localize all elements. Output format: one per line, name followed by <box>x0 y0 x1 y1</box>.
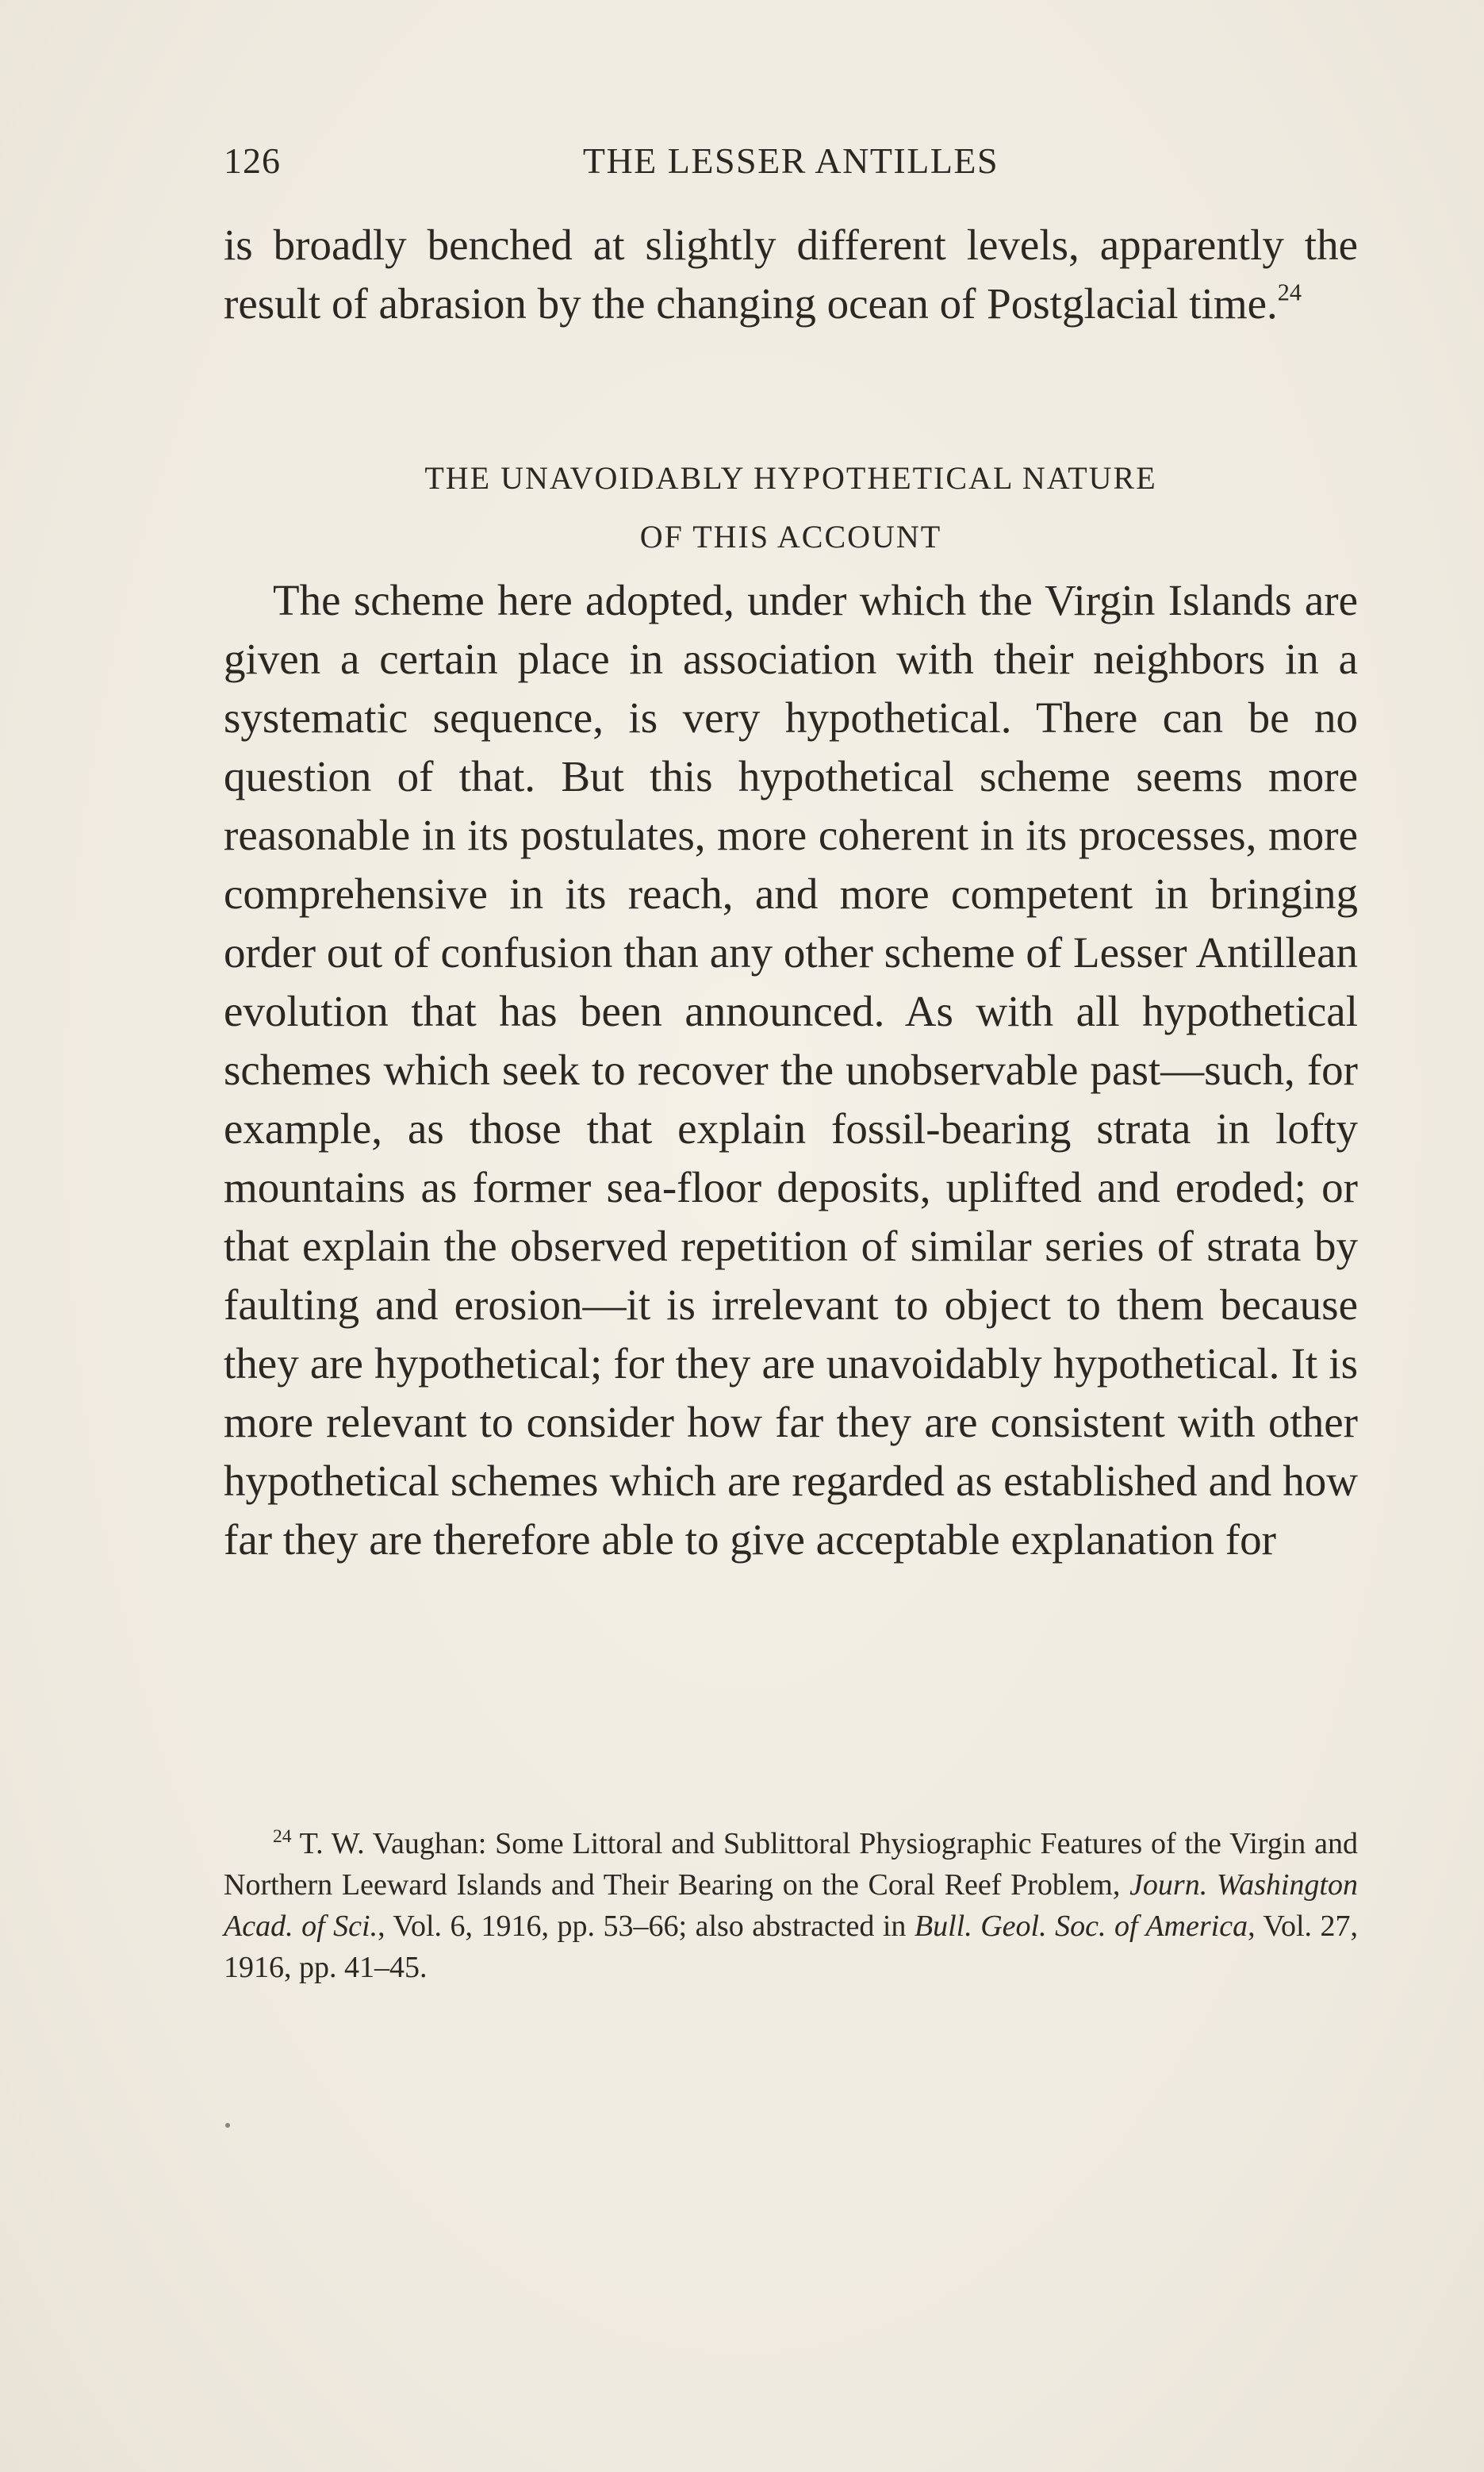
page-number: 126 <box>224 140 281 181</box>
footnote-text-2: , Vol. 6, 1916, pp. 53–66; also abstracted in <box>378 1910 915 1943</box>
paragraph-continued <box>224 216 1358 333</box>
footnote-number: 24 <box>273 1825 292 1847</box>
paper-speck <box>225 2123 230 2128</box>
section-heading-line-1: THE UNAVOIDABLY HYPOTHETICAL NATURE <box>424 460 1157 496</box>
footnote-text-1: T. W. Vaughan: Some Littoral and Sublittoral Physiographic Features of the Virgin and Northern Leeward Islands and Their Bearing on the Coral Reef Problem, <box>224 1827 1358 1902</box>
footnote-journal-2: Bull. Geol. Soc. of America <box>914 1910 1248 1943</box>
page-header <box>224 140 1358 187</box>
footnote-text-3: , Vol. 27, 1916, pp. 41–45. <box>224 1910 1359 1984</box>
section-heading <box>224 449 1358 566</box>
running-head: THE LESSER ANTILLES <box>582 140 999 181</box>
paragraph-2: The scheme here adopted, under which the Virgin Islands are given a certain place in association with their neighbors in a systematic sequence, is very hypothetical. There can be no question of that. But this hypothetical scheme seems more reasonable in its postulates, more coherent in its processes, more comprehensive in its reach, and more competent in bringing order out of confusion than any other scheme of Lesser Antillean evolution that has been announced. As with all hypothetical schemes which seek to recover the unobservable past—such, for example, as those that explain fossil-bearing strata in lofty mountains as former sea-floor deposits, uplifted and eroded; or that explain the observed repetition of similar series of strata by faulting and erosion—it is irrelevant to object to them because they are hypothetical; for they are unavoidably hypothetical. It is more relevant to consider how far they are consistent with other hypothetical schemes which are regarded as established and how far they are therefore able to give acceptable explanation for <box>224 576 1358 1564</box>
paragraph-1-text: is broadly benched at slightly different levels, apparently the result of abrasion by the changing ocean of Postglacial time. <box>224 221 1358 328</box>
footnote-reference: 24 <box>1277 278 1302 306</box>
footnote <box>224 1823 1358 1988</box>
section-heading-line-2: OF THIS ACCOUNT <box>639 519 942 555</box>
footnote-journal-1: Journ. Washington Acad. of Sci. <box>224 1868 1358 1943</box>
